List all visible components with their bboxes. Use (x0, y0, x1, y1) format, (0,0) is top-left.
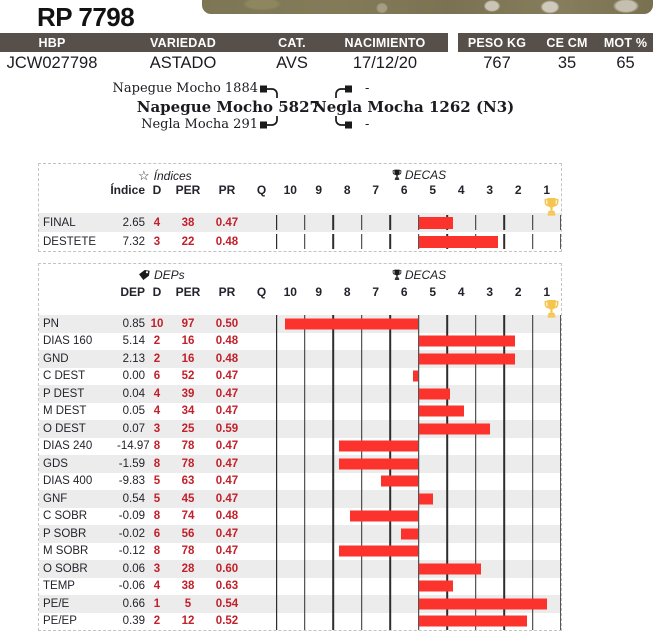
row-label: DESTETE (43, 235, 97, 248)
decas-scale (276, 183, 561, 197)
variedad-value: ASTADO (149, 53, 217, 72)
row-percentile: 16 (181, 335, 195, 348)
deca-scale-number: 3 (486, 285, 494, 299)
row-precision: 0.47 (215, 475, 239, 488)
decas-scale (276, 285, 561, 299)
hbp-header: HBP (38, 35, 66, 50)
row-label: FINAL (43, 216, 76, 229)
table-row (39, 385, 561, 403)
row-label: O DEST (43, 422, 86, 435)
deca-bar-chart (276, 595, 561, 613)
deca-bar (419, 581, 453, 592)
deca-scale-number: 8 (343, 183, 351, 197)
row-label: PE/EP (43, 615, 77, 628)
row-value: 0.05 (122, 405, 145, 418)
deca-bar-chart (276, 508, 561, 526)
deps-table-body (39, 315, 561, 630)
row-percentile: 97 (181, 317, 195, 330)
measurements-table (458, 33, 653, 74)
row-value: 0.66 (122, 597, 145, 610)
row-label: PN (43, 317, 59, 330)
dam-dam-name: - (365, 117, 370, 132)
peso-header: PESO KG (467, 35, 527, 50)
row-label: M DEST (43, 405, 87, 418)
indices-title: Índices (153, 169, 192, 183)
deca-bar-chart (276, 613, 561, 631)
row-deca: 4 (153, 580, 161, 593)
dam-name: Negla Mocha 1262 (N3) (313, 98, 515, 116)
row-precision: 0.47 (215, 370, 239, 383)
deca-bar (285, 318, 419, 329)
deca-bar (419, 616, 527, 627)
row-value: 2.65 (122, 216, 145, 229)
row-deca: 8 (153, 440, 161, 453)
row-deca: 8 (153, 510, 161, 523)
row-percentile: 16 (181, 352, 195, 365)
deca-bar (339, 546, 419, 557)
table-row (39, 368, 561, 386)
row-value: 0.00 (122, 370, 145, 383)
col-per: PER (175, 183, 201, 197)
row-percentile: 78 (181, 440, 195, 453)
deca-bar-chart (276, 333, 561, 351)
measurements-values-row (458, 52, 653, 74)
measurements-header-bar (458, 33, 653, 52)
row-label: GDS (43, 457, 68, 470)
row-value: -0.09 (118, 510, 145, 523)
col-pr: PR (218, 183, 236, 197)
row-label: P DEST (43, 387, 85, 400)
variedad-header: VARIEDAD (150, 35, 216, 50)
pedigree (0, 80, 560, 146)
row-precision: 0.54 (215, 597, 239, 610)
deca-bar-chart (276, 368, 561, 386)
row-percentile: 45 (181, 492, 195, 505)
row-deca: 3 (153, 235, 161, 248)
deca-bar-chart (276, 560, 561, 578)
deca-scale-number: 5 (429, 285, 437, 299)
row-value: 2.13 (122, 352, 145, 365)
dam-sire-name: - (365, 81, 370, 96)
col-q: Q (256, 285, 267, 299)
page-title: RP 7798 (37, 2, 135, 32)
col-dep: DEP (120, 285, 145, 299)
row-percentile: 12 (181, 615, 195, 628)
row-label: C DEST (43, 370, 86, 383)
deca-bar (413, 371, 419, 382)
row-deca: 8 (153, 545, 161, 558)
deca-bar-chart (276, 213, 561, 232)
row-percentile: 28 (181, 562, 195, 575)
row-deca: 4 (153, 405, 161, 418)
peso-value: 767 (483, 53, 511, 72)
nacimiento-header: NACIMIENTO (344, 35, 426, 50)
deca-bar (339, 441, 419, 452)
row-precision: 0.48 (215, 352, 239, 365)
row-precision: 0.47 (215, 457, 239, 470)
gold-trophy-icon (544, 197, 559, 216)
row-value: 0.04 (122, 387, 145, 400)
deps-table (38, 263, 562, 631)
deca-bar-chart (276, 455, 561, 473)
table-row (39, 315, 561, 333)
deca-bar (419, 353, 516, 364)
table-row (39, 420, 561, 438)
deca-scale-number: 9 (315, 285, 323, 299)
row-label: PE/E (43, 597, 70, 610)
deca-bar-chart (276, 403, 561, 421)
info-header-bar (0, 33, 448, 52)
table-row (39, 473, 561, 491)
row-deca: 2 (153, 352, 161, 365)
row-deca: 10 (150, 317, 164, 330)
row-label: DIAS 240 (43, 440, 93, 453)
row-deca: 3 (153, 422, 161, 435)
row-deca: 5 (153, 475, 161, 488)
row-precision: 0.47 (215, 387, 239, 400)
decas-section-label-2 (349, 268, 489, 282)
deps-column-headers (39, 285, 561, 299)
decas-title-2: DECAS (404, 268, 447, 282)
table-row (39, 560, 561, 578)
deca-scale-number: 2 (514, 183, 522, 197)
row-value: -0.06 (118, 580, 145, 593)
row-precision: 0.48 (215, 335, 239, 348)
nacimiento-value: 17/12/20 (352, 53, 418, 72)
deca-bar-chart (276, 525, 561, 543)
deca-scale-number: 5 (429, 183, 437, 197)
deca-scale-number: 1 (543, 183, 551, 197)
row-deca: 6 (153, 527, 161, 540)
info-values-row (0, 52, 448, 74)
row-deca: 8 (153, 457, 161, 470)
row-deca: 1 (153, 597, 161, 610)
deca-bar (419, 217, 453, 229)
row-precision: 0.63 (215, 580, 239, 593)
ce-header: CE CM (546, 35, 588, 50)
sire-dam-name: Negla Mocha 291 (141, 117, 258, 132)
row-precision: 0.47 (215, 216, 239, 229)
row-precision: 0.48 (215, 235, 239, 248)
row-percentile: 38 (181, 216, 195, 229)
row-precision: 0.50 (215, 317, 239, 330)
col-d: D (152, 183, 162, 197)
ce-value: 35 (557, 53, 577, 72)
row-label: P SOBR (43, 527, 87, 540)
row-percentile: 39 (181, 387, 195, 400)
row-percentile: 25 (181, 422, 195, 435)
table-row (39, 525, 561, 543)
deca-bar-chart (276, 385, 561, 403)
animal-info-table (0, 33, 448, 74)
row-label: M SOBR (43, 545, 89, 558)
col-pr: PR (218, 285, 236, 299)
sire-name: Napegue Mocho 5827 (136, 98, 320, 116)
tag-icon (138, 269, 150, 281)
row-percentile: 52 (181, 370, 195, 383)
row-percentile: 78 (181, 457, 195, 470)
deca-scale-number: 6 (400, 183, 408, 197)
table-row (39, 595, 561, 613)
deps-title: DEPs (154, 268, 185, 282)
deca-bar-chart (276, 578, 561, 596)
row-value: 0.85 (122, 317, 145, 330)
row-label: TEMP (43, 580, 75, 593)
deca-scale-number: 2 (514, 285, 522, 299)
deca-bar (419, 336, 516, 347)
indices-column-headers (39, 183, 561, 197)
deca-scale-number: 3 (486, 183, 494, 197)
table-row (39, 578, 561, 596)
row-value: -14.97 (117, 440, 150, 453)
table-row (39, 213, 561, 232)
cat-value: AVS (276, 53, 308, 72)
table-row (39, 333, 561, 351)
mot-value: 65 (616, 53, 635, 72)
row-deca: 6 (153, 370, 161, 383)
table-row (39, 455, 561, 473)
deca-scale-number: 4 (457, 183, 465, 197)
deca-bar (401, 528, 418, 539)
table-row (39, 613, 561, 631)
indices-table-body (39, 213, 561, 251)
row-precision: 0.59 (215, 422, 239, 435)
row-precision: 0.47 (215, 440, 239, 453)
deca-bar (350, 511, 418, 522)
indices-section-label (138, 168, 192, 184)
deca-scale-number: 4 (457, 285, 465, 299)
deca-scale-number: 9 (315, 183, 323, 197)
table-row (39, 232, 561, 251)
row-percentile: 56 (181, 527, 195, 540)
row-value: 0.06 (122, 562, 145, 575)
row-value: 0.07 (122, 422, 145, 435)
row-percentile: 74 (181, 510, 195, 523)
deca-bar (419, 406, 465, 417)
row-percentile: 38 (181, 580, 195, 593)
table-row (39, 543, 561, 561)
row-deca: 2 (153, 335, 161, 348)
deca-bar-chart (276, 473, 561, 491)
row-precision: 0.48 (215, 510, 239, 523)
row-label: DIAS 400 (43, 475, 93, 488)
row-deca: 2 (153, 615, 161, 628)
deps-table-header (39, 264, 561, 315)
trophy-icon (392, 269, 402, 280)
row-deca: 5 (153, 492, 161, 505)
row-value: -1.59 (118, 457, 145, 470)
row-label: GNF (43, 492, 68, 505)
decas-title: DECAS (404, 168, 447, 182)
deca-bar-chart (276, 438, 561, 456)
deca-bar-chart (276, 315, 561, 333)
deca-bar (419, 563, 482, 574)
deca-bar-chart (276, 543, 561, 561)
row-deca: 3 (153, 562, 161, 575)
row-label: O SOBR (43, 562, 88, 575)
col-per: PER (175, 285, 201, 299)
row-precision: 0.52 (215, 615, 239, 628)
deca-bar (419, 388, 450, 399)
hbp-value: JCW027798 (6, 53, 98, 72)
deps-section-label (138, 268, 185, 282)
deca-scale-number: 8 (343, 285, 351, 299)
table-row (39, 508, 561, 526)
row-precision: 0.47 (215, 492, 239, 505)
row-label: DIAS 160 (43, 335, 93, 348)
decas-section-label (349, 168, 489, 182)
indices-table (38, 163, 562, 252)
row-value: 0.39 (122, 615, 145, 628)
deca-bar-chart (276, 490, 561, 508)
row-percentile: 34 (181, 405, 195, 418)
deca-scale-number: 10 (283, 285, 297, 299)
col-indice: Índice (110, 183, 145, 197)
row-label: C SOBR (43, 510, 88, 523)
deca-scale-number: 7 (372, 183, 380, 197)
deca-bar-chart (276, 350, 561, 368)
cat-header: CAT. (278, 35, 306, 50)
row-value: -0.02 (118, 527, 145, 540)
row-precision: 0.60 (215, 562, 239, 575)
row-value: 5.14 (122, 335, 145, 348)
deca-bar (419, 493, 433, 504)
deca-bar (381, 476, 418, 487)
row-value: -9.83 (118, 475, 145, 488)
sire-sire-name: Napegue Mocho 1884 (112, 81, 258, 96)
col-q: Q (256, 183, 267, 197)
deca-bar-chart (276, 420, 561, 438)
deca-scale-number: 7 (372, 285, 380, 299)
mot-header: MOT % (603, 35, 648, 50)
row-percentile: 22 (181, 235, 195, 248)
indices-table-header (39, 164, 561, 213)
row-value: 0.54 (122, 492, 145, 505)
trophy-icon (392, 169, 402, 180)
deca-bar (419, 423, 490, 434)
col-d: D (152, 285, 162, 299)
table-row (39, 403, 561, 421)
deca-scale-number: 6 (400, 285, 408, 299)
row-precision: 0.47 (215, 405, 239, 418)
deca-scale-number: 1 (543, 285, 551, 299)
table-row (39, 350, 561, 368)
table-row (39, 490, 561, 508)
row-percentile: 63 (181, 475, 195, 488)
deca-scale-number: 10 (283, 183, 297, 197)
deca-bar-chart (276, 232, 561, 251)
row-percentile: 5 (184, 597, 192, 610)
row-precision: 0.47 (215, 545, 239, 558)
deca-bar (339, 458, 419, 469)
row-value: 7.32 (122, 235, 145, 248)
animal-photo-strip (202, 0, 653, 14)
gold-trophy-icon (544, 299, 559, 318)
deca-bar (419, 236, 499, 248)
deca-bar (419, 598, 547, 609)
row-deca: 4 (153, 216, 161, 229)
star-icon: ☆ (138, 168, 150, 183)
row-value: -0.12 (118, 545, 145, 558)
row-percentile: 78 (181, 545, 195, 558)
table-row (39, 438, 561, 456)
row-label: GND (43, 352, 69, 365)
row-deca: 4 (153, 387, 161, 400)
row-precision: 0.47 (215, 527, 239, 540)
